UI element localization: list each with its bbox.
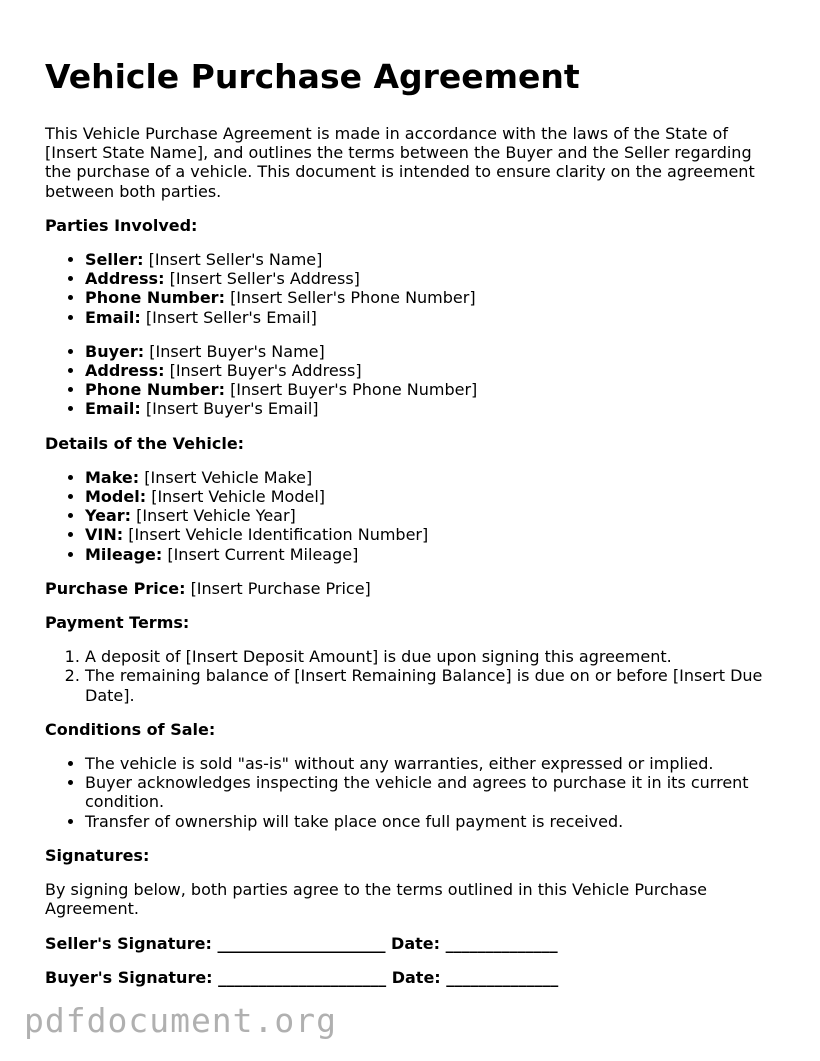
vehicle-list: [45, 468, 780, 564]
purchase-price: [45, 579, 780, 598]
field-label: Mileage:: [85, 544, 163, 564]
field-label: Address:: [85, 269, 165, 289]
seller-signature-line: Seller's Signature: _____________________ Date: ______________: [45, 933, 558, 953]
intro-paragraph: This Vehicle Purchase Agreement is made in accordance with the laws of the State of [Insert State Name], and outlines the terms between the Buyer and the Seller regarding the purchase of a vehicle. This document is intended to ensure clarity on the agreement between both parties.: [45, 124, 755, 201]
payment-heading: Payment Terms:: [45, 613, 190, 633]
signatures-text: By signing below, both parties agree to the terms outlined in this Vehicle Purchase Agreement.: [45, 880, 708, 919]
field-value: [Insert Seller's Name]: [148, 250, 323, 270]
vehicle-heading: Details of the Vehicle:: [45, 433, 245, 453]
buyer-signature-line: Buyer's Signature: _____________________ Date: ______________: [45, 967, 559, 987]
list-item: [85, 545, 780, 564]
field-value: [Insert Seller's Email]: [145, 307, 317, 327]
watermark: pdfdocument.org: [24, 1001, 338, 1040]
payment-list: [45, 647, 780, 705]
field-label: Purchase Price:: [45, 578, 186, 598]
list-item: [85, 468, 780, 487]
field-label: Year:: [85, 506, 132, 526]
list-item: [85, 288, 780, 307]
parties-heading: Parties Involved:: [45, 215, 198, 235]
field-label: Make:: [85, 467, 140, 487]
field-value: [Insert Current Mileage]: [167, 544, 359, 564]
field-label: Seller:: [85, 250, 144, 270]
list-item: [85, 506, 780, 525]
list-item: [85, 487, 780, 506]
field-value: [Insert Buyer's Phone Number]: [230, 380, 478, 400]
document-title: Vehicle Purchase Agreement: [45, 57, 580, 96]
list-item: [85, 342, 780, 361]
field-label: Buyer:: [85, 341, 145, 361]
list-item: • The vehicle is sold "as-is" without any warranties, either expressed or implied.: [85, 754, 780, 773]
list-item: [85, 269, 780, 288]
signatures-heading: Signatures:: [45, 845, 150, 865]
list-item: [85, 399, 780, 418]
field-label: Phone Number:: [85, 380, 225, 400]
field-value: [Insert Buyer's Email]: [145, 399, 319, 419]
document-page: [45, 55, 780, 1002]
seller-list: [45, 250, 780, 327]
field-value: [Insert Seller's Phone Number]: [230, 288, 476, 308]
field-label: Model:: [85, 487, 147, 507]
list-item: [85, 308, 780, 327]
field-label: Address:: [85, 361, 165, 381]
conditions-heading: Conditions of Sale:: [45, 719, 216, 739]
field-value: [Insert Buyer's Address]: [169, 361, 362, 381]
field-value: [Insert Vehicle Identification Number]: [128, 525, 429, 545]
list-item: • Transfer of ownership will take place once full payment is received.: [85, 812, 780, 831]
field-value: [Insert Purchase Price]: [190, 578, 371, 598]
list-item: [85, 380, 780, 399]
field-value: [Insert Buyer's Name]: [149, 341, 325, 361]
field-value: [Insert Vehicle Model]: [151, 487, 326, 507]
list-item: [85, 525, 780, 544]
field-label: Email:: [85, 399, 141, 419]
list-item: 2. The remaining balance of [Insert Remaining Balance] is due on or before [Insert Due Date].: [85, 666, 780, 704]
field-label: VIN:: [85, 525, 124, 545]
buyer-list: [45, 342, 780, 419]
list-item: • Buyer acknowledges inspecting the vehicle and agrees to purchase it in its current condition.: [85, 773, 780, 811]
field-value: [Insert Vehicle Year]: [136, 506, 296, 526]
field-label: Email:: [85, 307, 141, 327]
field-value: [Insert Seller's Address]: [169, 269, 360, 289]
list-item: [85, 361, 780, 380]
list-item: [85, 250, 780, 269]
field-label: Phone Number:: [85, 288, 225, 308]
field-value: [Insert Vehicle Make]: [144, 467, 313, 487]
conditions-list: [45, 754, 780, 831]
list-item: 1. A deposit of [Insert Deposit Amount] is due upon signing this agreement.: [85, 647, 780, 666]
